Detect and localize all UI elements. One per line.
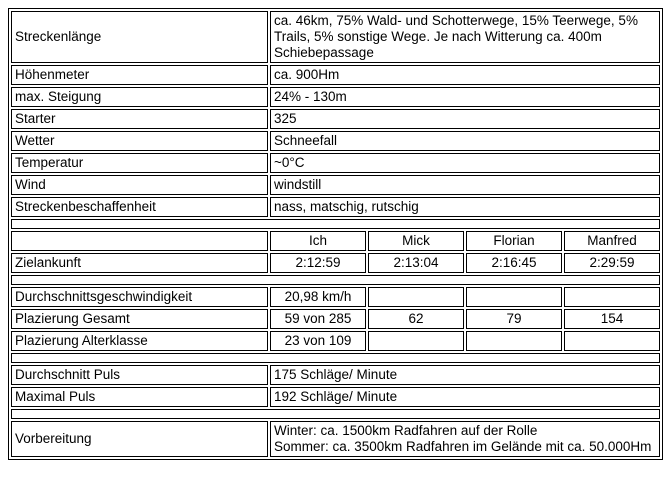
stat-value bbox=[564, 287, 660, 307]
row-label: Plazierung Gesamt bbox=[11, 309, 268, 329]
result-value: 2:16:45 bbox=[466, 253, 562, 273]
row-value bbox=[270, 421, 660, 457]
row-value: 325 bbox=[270, 109, 660, 129]
rider-name: Ich bbox=[270, 231, 366, 251]
row-value: ca. 900Hm bbox=[270, 65, 660, 85]
rider-name: Mick bbox=[368, 231, 464, 251]
row-value: nass, matschig, rutschig bbox=[270, 197, 660, 217]
stat-value: 154 bbox=[564, 309, 660, 329]
stat-value bbox=[466, 287, 562, 307]
row-value: ~0°C bbox=[270, 153, 660, 173]
table-row-wetter bbox=[11, 131, 660, 151]
table-row-durchschnitt-puls bbox=[11, 365, 660, 385]
row-value: 192 Schläge/ Minute bbox=[270, 387, 660, 407]
separator-cell bbox=[11, 219, 660, 229]
table-row-zielankunft bbox=[11, 253, 660, 273]
prep-line-winter: Winter: ca. 1500km Radfahren auf der Rolle bbox=[274, 423, 538, 438]
empty-header-cell bbox=[11, 231, 268, 251]
row-label: Durchschnitt Puls bbox=[11, 365, 268, 385]
row-label: Durchschnittsgeschwindigkeit bbox=[11, 287, 268, 307]
row-value: windstill bbox=[270, 175, 660, 195]
table-row-maximal-puls bbox=[11, 387, 660, 407]
table-row-wind bbox=[11, 175, 660, 195]
row-label: Maximal Puls bbox=[11, 387, 268, 407]
separator-row bbox=[11, 353, 660, 363]
row-label: Zielankunft bbox=[11, 253, 268, 273]
stat-value: 20,98 km/h bbox=[270, 287, 366, 307]
separator-cell bbox=[11, 353, 660, 363]
separator-row bbox=[11, 275, 660, 285]
row-label: Streckenbeschaffenheit bbox=[11, 197, 268, 217]
stat-value bbox=[564, 331, 660, 351]
separator-cell bbox=[11, 409, 660, 419]
row-label: Wetter bbox=[11, 131, 268, 151]
stat-value: 59 von 285 bbox=[270, 309, 366, 329]
table-row-temperatur bbox=[11, 153, 660, 173]
rider-name: Florian bbox=[466, 231, 562, 251]
row-label: max. Steigung bbox=[11, 87, 268, 107]
row-label: Plazierung Alterklasse bbox=[11, 331, 268, 351]
separator-row bbox=[11, 219, 660, 229]
table-row-durchschnittsgeschwindigkeit bbox=[11, 287, 660, 307]
table-row-plazierung-gesamt bbox=[11, 309, 660, 329]
row-value: ca. 46km, 75% Wald- und Schotterwege, 15% Teerwege, 5% Trails, 5% sonstige Wege. Je nach Witterung ca. 400m Schiebepassage bbox=[270, 11, 660, 63]
table-row-hoehenmeter bbox=[11, 65, 660, 85]
result-value: 2:29:59 bbox=[564, 253, 660, 273]
result-value: 2:12:59 bbox=[270, 253, 366, 273]
table-row-vorbereitung bbox=[11, 421, 660, 457]
stat-value: 62 bbox=[368, 309, 464, 329]
table-row-plazierung-alterklasse bbox=[11, 331, 660, 351]
race-stats-table bbox=[8, 8, 663, 460]
stat-value: 23 von 109 bbox=[270, 331, 366, 351]
row-value: Schneefall bbox=[270, 131, 660, 151]
row-value: 175 Schläge/ Minute bbox=[270, 365, 660, 385]
row-label: Vorbereitung bbox=[11, 421, 268, 457]
result-value: 2:13:04 bbox=[368, 253, 464, 273]
row-label: Temperatur bbox=[11, 153, 268, 173]
stat-value: 79 bbox=[466, 309, 562, 329]
row-label: Streckenlänge bbox=[11, 11, 268, 63]
rider-name: Manfred bbox=[564, 231, 660, 251]
table-row-steigung bbox=[11, 87, 660, 107]
table-row-beschaffenheit bbox=[11, 197, 660, 217]
row-label: Höhenmeter bbox=[11, 65, 268, 85]
row-label: Wind bbox=[11, 175, 268, 195]
stat-value bbox=[466, 331, 562, 351]
row-value: 24% - 130m bbox=[270, 87, 660, 107]
riders-header-row bbox=[11, 231, 660, 251]
stat-value bbox=[368, 331, 464, 351]
prep-line-sommer: Sommer: ca. 3500km Radfahren im Gelände mit ca. 50.000Hm bbox=[274, 439, 652, 454]
separator-row bbox=[11, 409, 660, 419]
table-row-starter bbox=[11, 109, 660, 129]
separator-cell bbox=[11, 275, 660, 285]
stat-value bbox=[368, 287, 464, 307]
row-label: Starter bbox=[11, 109, 268, 129]
table-row-streckenlaenge bbox=[11, 11, 660, 63]
